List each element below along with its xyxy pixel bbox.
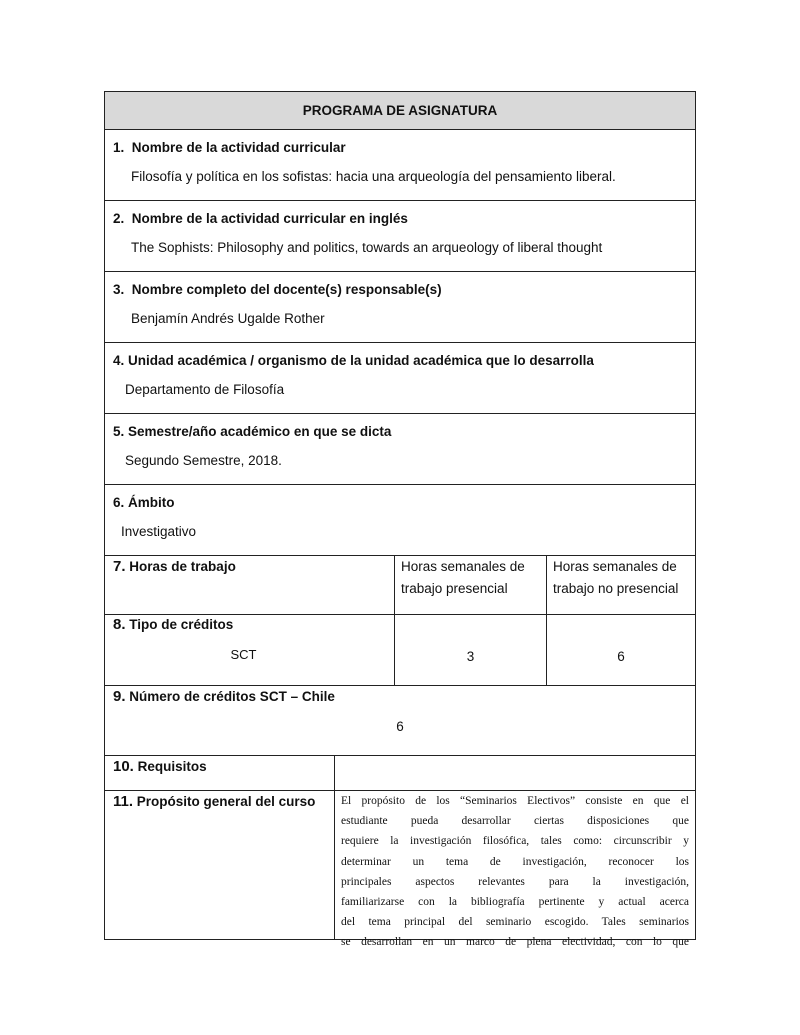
section-7-presential-cell [394, 556, 546, 614]
section-8-title: 8. Tipo de créditos [113, 616, 234, 633]
section-8 [105, 615, 695, 686]
section-6 [105, 485, 695, 556]
presential-hours-value: 3 [466, 649, 475, 664]
section-10 [105, 756, 695, 791]
section-11-label-cell [105, 791, 334, 939]
section-4 [105, 343, 695, 414]
section-1 [105, 130, 695, 201]
section-9 [105, 686, 695, 756]
section-2-title: 2. Nombre de la actividad curricular en inglés [113, 211, 408, 226]
table-header [105, 92, 695, 130]
section-7 [105, 556, 695, 615]
section-4-title: 4. Unidad académica / organismo de la unidad académica que lo desarrolla [113, 353, 594, 368]
section-7-label-cell [105, 556, 394, 614]
nonpresential-hours-value: 6 [617, 649, 625, 664]
purpose-line: familiarizarse con la bibliografía pertinente y actual acerca [341, 896, 689, 909]
section-9-title: 9. Número de créditos SCT – Chile [113, 688, 335, 705]
section-3 [105, 272, 695, 343]
purpose-line: del tema principal del seminario escogido. Tales seminarios [341, 916, 689, 929]
header-title: PROGRAMA DE ASIGNATURA [302, 103, 498, 118]
section-4-value: Departamento de Filosofía [125, 382, 285, 397]
credit-type-value: SCT [230, 647, 257, 662]
section-11-value-cell [334, 791, 695, 949]
section-8-presential-cell [394, 615, 546, 685]
section-2 [105, 201, 695, 272]
purpose-line: estudiante pueda desarrollar ciertas disposiciones que [341, 815, 689, 828]
section-1-title: 1. Nombre de la actividad curricular [113, 140, 346, 155]
section-1-value: Filosofía y política en los sofistas: hacia una arqueología del pensamiento liberal. [131, 169, 616, 184]
sct-credits-value: 6 [396, 719, 404, 734]
purpose-line: requiere la investigación filosófica, tales como: circunscribir y [341, 835, 689, 848]
section-10-label-cell [105, 756, 334, 790]
course-purpose-text [341, 791, 689, 953]
presential-hours-header: Horas semanales de trabajo presencial [401, 559, 525, 596]
purpose-line: se desarrollan en un marco de plena electividad, con lo que [341, 936, 689, 949]
purpose-line: principales aspectos relevantes para la investigación, [341, 875, 689, 888]
section-3-title: 3. Nombre completo del docente(s) responsable(s) [113, 282, 442, 297]
purpose-line: El propósito de los “Seminarios Electivos” consiste en que el [341, 795, 689, 807]
purpose-line: determinar un tema de investigación, reconocer los [341, 855, 689, 868]
section-7-nonpresential-cell [546, 556, 695, 614]
section-5 [105, 414, 695, 485]
section-3-value: Benjamín Andrés Ugalde Rother [131, 311, 325, 326]
section-11 [105, 791, 695, 949]
section-11-title: 11. Propósito general del curso [113, 793, 316, 810]
course-program-table [104, 91, 696, 949]
section-5-value: Segundo Semestre, 2018. [125, 453, 282, 468]
section-10-value-cell [334, 756, 695, 790]
section-8-nonpresential-cell [546, 615, 695, 685]
section-6-value: Investigativo [121, 524, 197, 539]
section-8-label-cell [105, 615, 394, 685]
section-10-title: 10. Requisitos [113, 758, 207, 775]
section-7-title: 7. Horas de trabajo [113, 558, 236, 575]
nonpresential-hours-header: Horas semanales de trabajo no presencial [553, 559, 679, 596]
section-5-title: 5. Semestre/año académico en que se dicta [113, 424, 392, 439]
section-2-value: The Sophists: Philosophy and politics, towards an arqueology of liberal thought [131, 240, 603, 255]
section-6-title: 6. Ámbito [113, 495, 175, 510]
